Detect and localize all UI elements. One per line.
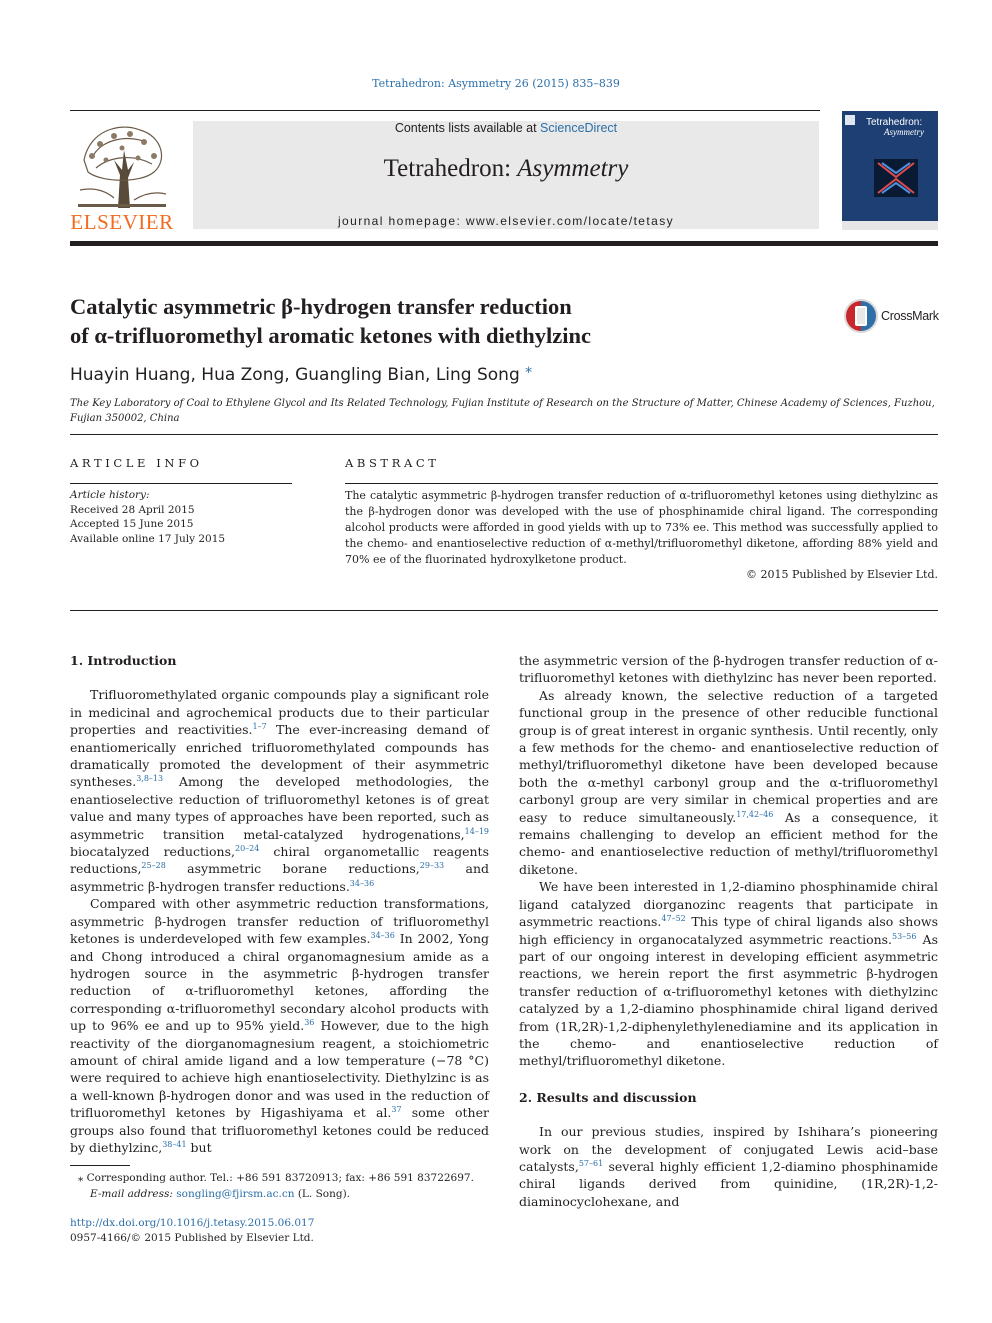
paragraph xyxy=(70,686,489,895)
received-date: Received 28 April 2015 xyxy=(70,503,195,516)
authors-names: Huayin Huang, Hua Zong, Guangling Bian, Ling Song xyxy=(70,365,520,385)
abstract-rule xyxy=(345,483,938,484)
section-heading-results: 2. Results and discussion xyxy=(519,1089,697,1105)
paragraph-text: asymmetric borane reductions, xyxy=(165,861,420,877)
crossmark-icon[interactable] xyxy=(843,298,879,334)
paragraph-text: Among the developed methodologies, the enantioselective reduction of trifluoromethyl ketones is of great value and many types of approaches have been reported, such as asymmetric transition metal-catalyzed hydrogenations, xyxy=(70,774,489,842)
reference-link[interactable]: 53–56 xyxy=(892,931,917,941)
paragraph-text: chiral organometallic reagents reductions, xyxy=(70,844,489,877)
journal-name-prefix: Tetrahedron: xyxy=(383,155,518,182)
accepted-date: Accepted 15 June 2015 xyxy=(70,518,194,530)
title-line-2: of α-trifluoromethyl aromatic ketones with diethylzinc xyxy=(70,323,592,348)
header-rule xyxy=(70,110,820,111)
paragraph-text: We have been interested in 1,2-diamino phosphinamide chiral ligand catalyzed diorganozinc reagents that participate in asymmetric reactions. xyxy=(519,879,938,930)
article-info-heading: ARTICLE INFO xyxy=(70,456,203,470)
reference-link[interactable]: 17,42–46 xyxy=(736,809,774,819)
article-title xyxy=(70,292,810,350)
body-column-left xyxy=(70,652,489,1156)
paragraph xyxy=(519,878,938,1069)
doi-link[interactable]: http://dx.doi.org/10.1016/j.tetasy.2015.06.017 xyxy=(70,1217,315,1229)
header-thick-rule xyxy=(70,241,938,246)
paragraph-text: As a consequence, it remains challenging to develop an efficient method for the chemo- and enantioselective reduction of methyl/trifluoromethyl diketone. xyxy=(519,809,938,877)
paragraph-text: Trifluoromethylated organic compounds play a significant role in medicinal and agrochemical products due to their particular properties and reactivities. xyxy=(70,687,489,738)
title-line-1: Catalytic asymmetric β-hydrogen transfer reduction xyxy=(70,294,572,319)
title-rule xyxy=(70,434,938,435)
paragraph-text: The ever-increasing demand of enantiomerically enriched trifluoromethylated compounds has dramatically promoted the development of their asymmetric syntheses. xyxy=(70,722,490,790)
paragraph: the asymmetric version of the β-hydrogen transfer reduction of α-trifluoromethyl ketones with diethylzinc has never been reported. xyxy=(519,653,938,686)
reference-link[interactable]: 34–36 xyxy=(370,930,395,940)
journal-name xyxy=(193,155,819,183)
affiliation: The Key Laboratory of Coal to Ethylene Glycol and Its Related Technology, Fujian Institute of Research on the Structure of Matter, Chinese Academy of Sciences, Fuzhou, Fujian 350002, China xyxy=(70,398,935,424)
email-link[interactable]: songling@fjirsm.ac.cn xyxy=(176,1188,295,1200)
section-heading-introduction: 1. Introduction xyxy=(70,653,177,668)
reference-link[interactable]: 36 xyxy=(304,1017,315,1027)
paragraph-text: but xyxy=(186,1139,212,1155)
paragraph xyxy=(519,687,938,878)
email-suffix: (L. Song). xyxy=(294,1188,351,1200)
paragraph-text: biocatalyzed reductions, xyxy=(70,844,235,860)
footnote-star: ⁎ xyxy=(78,1172,84,1184)
reference-link[interactable]: 14–19 xyxy=(464,826,489,836)
corresponding-author-note: Corresponding author. Tel.: +86 591 83720913; fax: +86 591 83722697. xyxy=(86,1172,474,1184)
doi-block xyxy=(70,1216,314,1246)
reference-link[interactable]: 1–7 xyxy=(252,722,267,732)
contents-line xyxy=(193,121,819,135)
email-label: E-mail address: xyxy=(90,1188,173,1200)
reference-link[interactable]: 25–28 xyxy=(141,861,166,871)
abstract-heading: ABSTRACT xyxy=(345,456,440,470)
footnote-rule xyxy=(70,1165,130,1166)
sciencedirect-link[interactable]: ScienceDirect xyxy=(540,121,618,135)
paragraph-text: In 2002, Yong and Chong introduced a chiral organomagnesium amide as a hydrogen source in the asymmetric β-hydrogen transfer reduction of α-trifluoromethyl ketones, affording the corresponding α-trifluoromethyl secondary alcohol products with up to 96% ee and up to 95% yield. xyxy=(70,931,489,1034)
abstract-text: The catalytic asymmetric β-hydrogen transfer reduction of α-trifluoromethyl ketones using diethylzinc as the β-hydrogen donor was developed with the use of phosphinamide chiral ligand. The corresponding alcohol products were afforded in good yields with up to 73% ee. This method was successfully applied to the chemo- and enantioselective reduction of α-methyl/trifluoromethyl diketone, affording 88% yield and 70% ee of the fluorinated hydroxylketone product. xyxy=(345,489,938,566)
abstract-bottom-rule xyxy=(70,610,938,611)
contents-prefix: Contents lists available at xyxy=(394,121,541,135)
reference-link[interactable]: 57–61 xyxy=(578,1158,604,1168)
paragraph-text: some other groups also found that trifluoromethyl ketones could be reduced by diethylzinc, xyxy=(70,1105,489,1155)
online-date: Available online 17 July 2015 xyxy=(70,532,226,545)
reference-link[interactable]: 47–52 xyxy=(661,913,686,923)
paragraph-text: In our previous studies, inspired by Ishihara’s pioneering work on the development of conjugated Lewis acid–base catalysts, xyxy=(519,1124,938,1174)
article-history xyxy=(70,488,292,546)
paragraph-text: As part of our ongoing interest in developing efficient asymmetric reactions, we herein report the first asymmetric β-hydrogen transfer reduction of α-trifluoromethyl ketones with diethylzinc catalyzed by a 1,2-diamino phosphinamide chiral ligand derived from (1R,2R)-1,2-diphenylethylenediamine and its application in the chemo- and enantioselective reduction of methyl/trifluoromethyl diketone. xyxy=(519,931,938,1069)
paragraph xyxy=(519,1123,938,1210)
reference-link[interactable]: 29–33 xyxy=(419,861,445,871)
crossmark-label[interactable]: CrossMark xyxy=(881,309,939,323)
reference-link[interactable]: 3,8–13 xyxy=(136,774,164,784)
author-list xyxy=(70,365,532,385)
reference-link[interactable]: 20–24 xyxy=(234,843,260,853)
reference-link[interactable]: 37 xyxy=(391,1105,402,1114)
paragraph-text: As already known, the selective reduction of a targeted functional group in the presence of other reducible functional group is of great interest in organic synthesis. Until recently, only a few methods for the chemo- and enantioselective reduction of methyl/trifluoromethyl diketone have been developed because both the α-methyl carbonyl group and the α-trifluoromethyl carbonyl group are very similar in chemical properties and are easy to reduce simultaneously. xyxy=(519,687,938,825)
cover-subtitle: Asymmetry xyxy=(884,127,924,137)
journal-homepage[interactable]: journal homepage: www.elsevier.com/locate/tetasy xyxy=(337,214,674,228)
paragraph-text: Compared with other asymmetric reduction transformations, asymmetric β-hydrogen transfer reduction of trifluoromethyl ketones is underdeveloped with few examples. xyxy=(70,896,489,947)
reference-link[interactable]: 38–41 xyxy=(162,1139,187,1149)
body-column-right xyxy=(519,652,938,1210)
history-label: Article history: xyxy=(70,489,150,501)
footnote xyxy=(70,1170,490,1202)
paragraph-text: and asymmetric β-hydrogen transfer reductions. xyxy=(70,861,490,894)
abstract-copyright: © 2015 Published by Elsevier Ltd. xyxy=(745,568,938,581)
cover-title: Tetrahedron: xyxy=(866,117,923,128)
corresponding-author-mark[interactable]: * xyxy=(525,365,533,381)
journal-citation[interactable]: Tetrahedron: Asymmetry 26 (2015) 835–839 xyxy=(372,77,620,90)
paragraph-text: However, due to the high reactivity of the diorganomagnesium reagent, a stoichiometric amount of chiral amide ligand and a low temperature (−78 °C) were required to achieve high enantioselectivity. Diethylzinc is as a well-known β-hydrogen donor and was used in the reduction of trifluoromethyl ketones by Higashiyama et al. xyxy=(70,1018,489,1121)
paragraph-text: This type of chiral ligands also shows high efficiency in organocatalyzed asymmetric reactions. xyxy=(519,914,938,947)
elsevier-wordmark: ELSEVIER xyxy=(70,210,174,234)
article-info-rule xyxy=(70,483,292,484)
paragraph xyxy=(70,895,489,1156)
journal-name-italic: Asymmetry xyxy=(517,155,629,182)
reference-link[interactable]: 34–36 xyxy=(349,878,375,888)
issn-line: 0957-4166/© 2015 Published by Elsevier Ltd. xyxy=(70,1232,314,1244)
paragraph-text: several highly efficient 1,2-diamino phosphinamide chiral ligands derived from quinidine, (1R,2R)-1,2-diaminocyclohexane, and xyxy=(519,1158,938,1209)
